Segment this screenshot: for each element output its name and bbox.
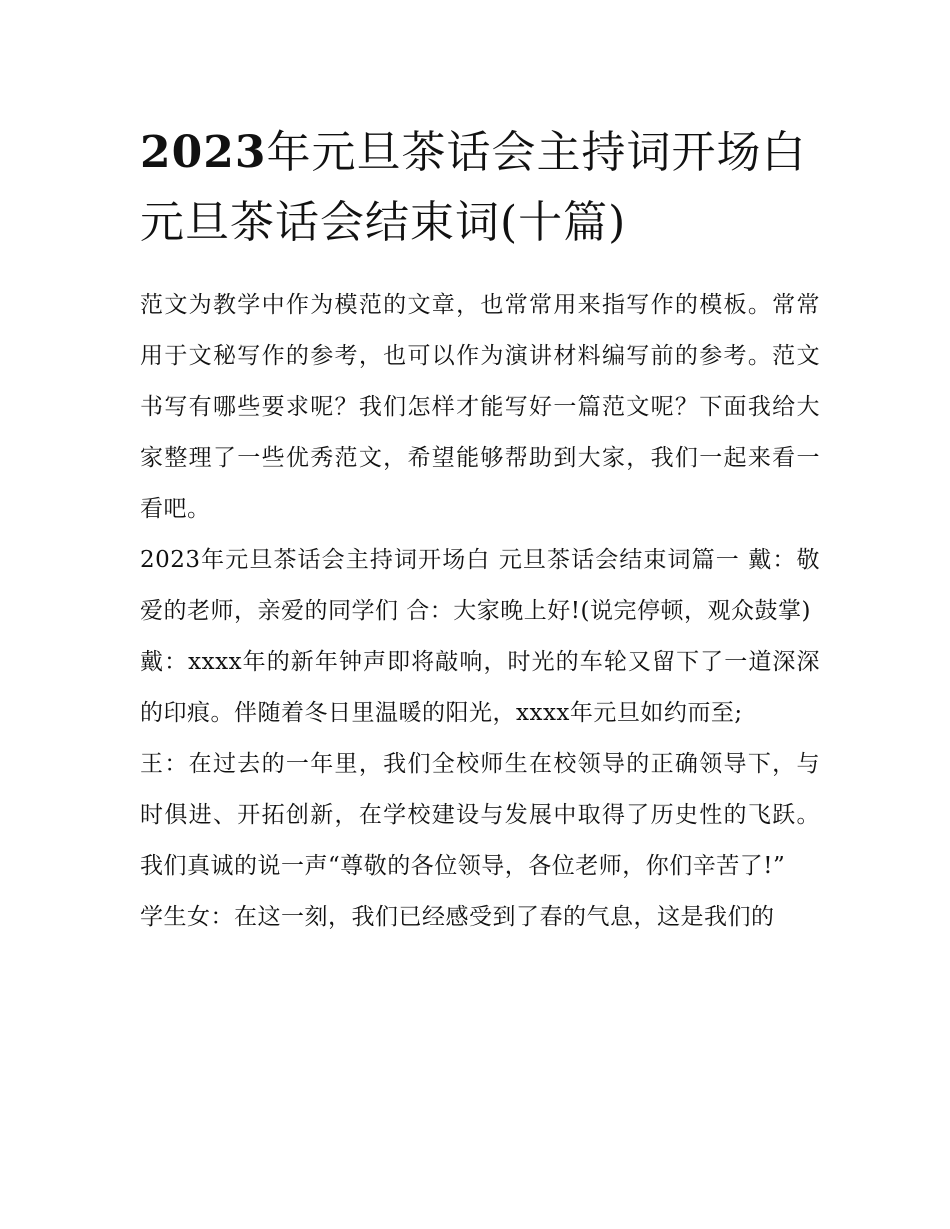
opening-paragraph: 2023年元旦茶话会主持词开场白 元旦茶话会结束词篇一 戴：敬爱的老师，亲爱的同学们 合：大家晚上好!(说完停顿，观众鼓掌) — [140, 547, 820, 624]
intro-paragraph: 范文为教学中作为模范的文章，也常常用来指写作的模板。常常用于文秘写作的参考，也可以作为演讲材料编写前的参考。范文书写有哪些要求呢？我们怎样才能写好一篇范文呢？下面我给大家整理了一些优秀范文，希望能够帮助到大家，我们一起来看一看吧。 — [140, 292, 820, 522]
wang-paragraph: 王：在过去的一年里，我们全校师生在校领导的正确领导下，与时俱进、开拓创新，在学校建设与发展中取得了历史性的飞跃。我们真诚的说一声“尊敬的各位领导，各位老师，你们辛苦了!” — [140, 751, 820, 879]
dai-paragraph: 戴：xxxx年的新年钟声即将敲响，时光的车轮又留下了一道深深的印痕。伴随着冬日里温暖的阳光，xxxx年元旦如约而至; — [140, 649, 820, 726]
document-body — [140, 280, 820, 943]
document-title — [140, 118, 820, 258]
student-paragraph: 学生女：在这一刻，我们已经感受到了春的气息，这是我们的 — [140, 904, 775, 930]
title-year: 2023 — [140, 127, 267, 178]
title-text: 年元旦茶话会主持词开场白 元旦茶话会结束词(十篇) — [140, 127, 807, 248]
